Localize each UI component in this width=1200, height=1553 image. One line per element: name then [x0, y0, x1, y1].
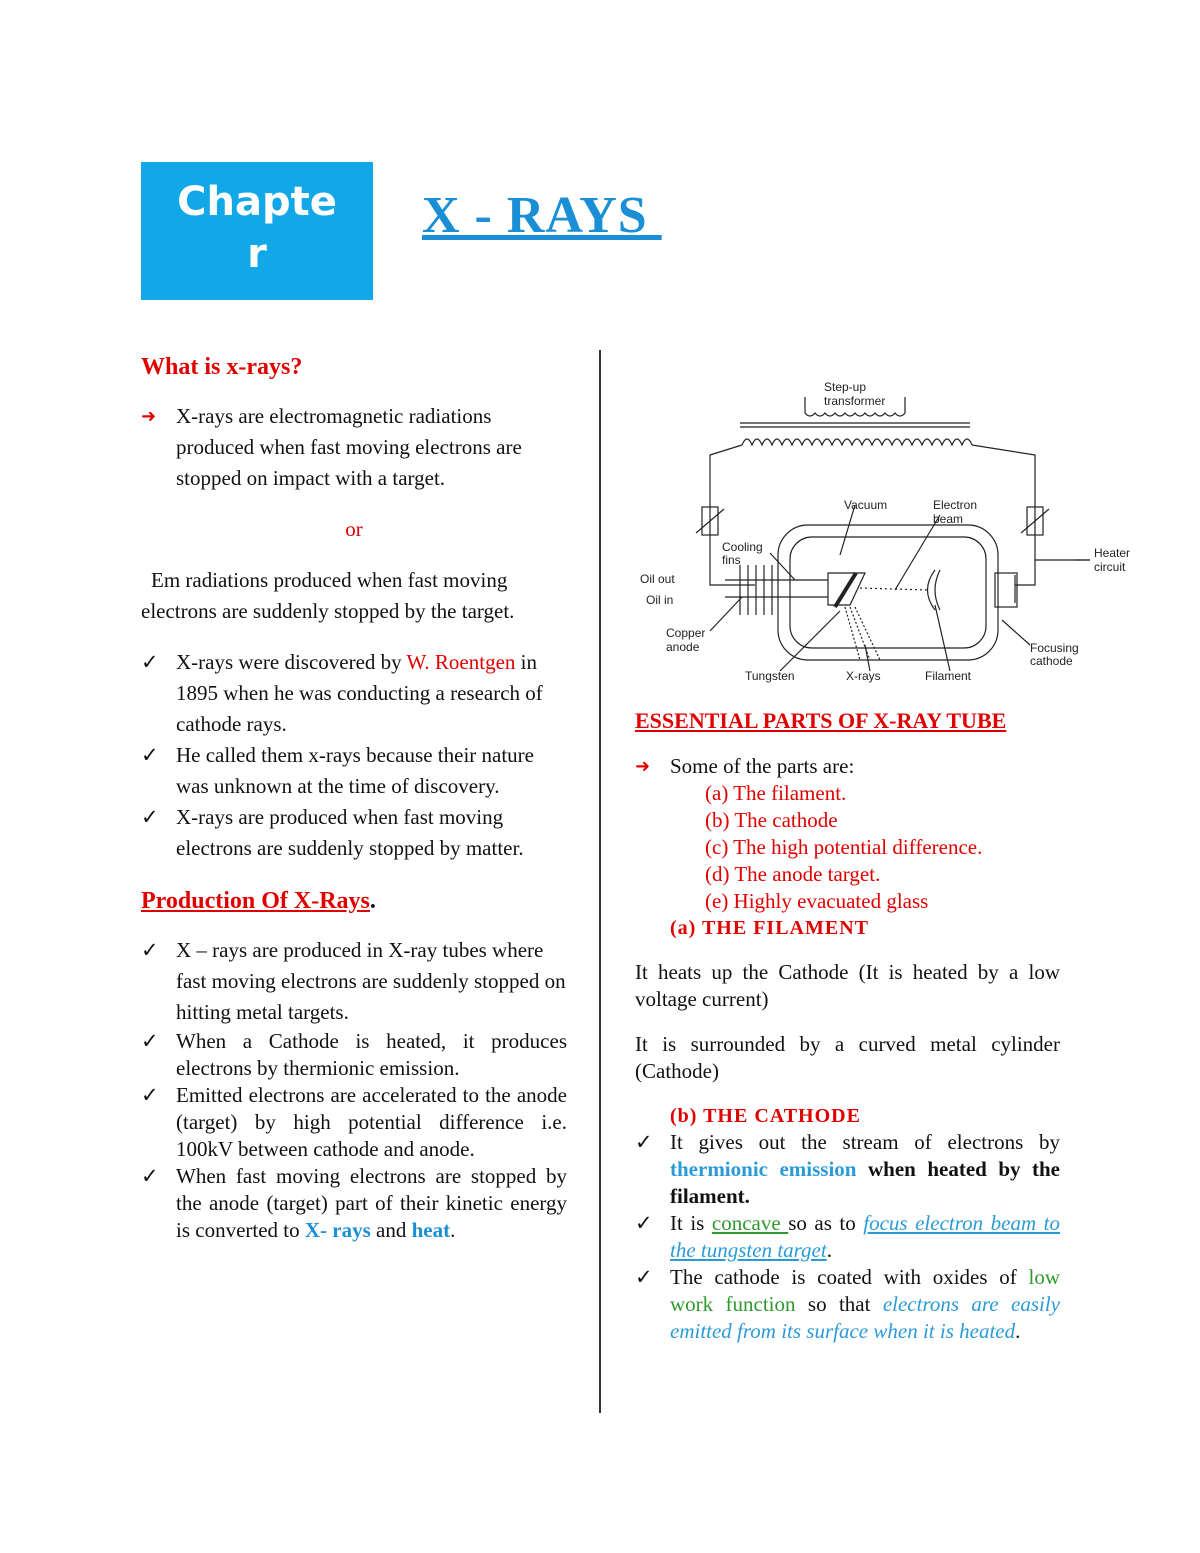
diagram-label: Oil in	[646, 593, 674, 607]
check-icon: ✓	[141, 1164, 159, 1188]
column-divider	[599, 350, 601, 1413]
low-work-function-highlight: low work function	[670, 1265, 1060, 1316]
diagram-label: X-rays	[846, 669, 881, 683]
xray-tube-diagram	[630, 375, 1145, 685]
part-item: (b) The cathode	[705, 808, 838, 832]
chapter-label-line2: r	[247, 231, 267, 277]
check-icon: ✓	[141, 938, 159, 962]
filament-text: It heats up the Cathode (It is heated by a low voltage current)	[635, 960, 1060, 1011]
production-heading-dot: .	[369, 888, 376, 914]
list-item-text: X-rays were discovered by	[176, 650, 407, 674]
parts-list	[635, 780, 1060, 915]
list-item	[635, 1210, 1060, 1264]
chapter-badge	[141, 162, 373, 300]
cathode-heading: (b) THE CATHODE	[670, 1105, 861, 1127]
production-heading-text: Production Of X-Rays	[141, 888, 370, 914]
list-item	[141, 802, 567, 864]
diagram-label: Oil out	[640, 572, 675, 586]
page-title: X - RAYS	[422, 187, 662, 244]
focus-highlight: focus electron beam to the tungsten target	[670, 1211, 1060, 1262]
arrow-icon: ➜	[635, 756, 651, 776]
check-icon: ✓	[141, 743, 159, 767]
list-item-text: It is	[670, 1211, 712, 1235]
list-item-text: in 1895 when he was conducting a research of cathode rays.	[176, 650, 543, 736]
list-item-text: When fast moving electrons are stopped by the anode (target) part of their kinetic energy is converted to	[176, 1164, 567, 1242]
right-column	[635, 705, 1060, 1345]
diagram-label: transformer	[824, 394, 886, 408]
part-item: (a) The filament.	[705, 781, 847, 805]
list-item-text: and	[370, 1218, 412, 1242]
list-item-text: X-rays are produced when fast moving electrons are suddenly stopped by matter.	[176, 805, 524, 860]
list-item-text: .	[826, 1238, 832, 1262]
definition-item	[141, 401, 567, 494]
diagram-label: Vacuum	[844, 498, 888, 512]
chapter-label-line1: Chapte	[177, 179, 337, 225]
diagram-label: Copper	[666, 626, 706, 640]
part-item: (c) The high potential difference.	[705, 835, 983, 859]
list-item-text: so as to	[788, 1211, 864, 1235]
list-item-text: Emitted electrons are accelerated to the anode (target) by high potential difference i.e. 100kV between cathode and anode.	[176, 1083, 567, 1161]
check-icon: ✓	[141, 805, 159, 829]
list-item-text: X – rays are produced in X-ray tubes where fast moving electrons are suddenly stopped on hitting metal targets.	[176, 938, 566, 1024]
list-item-text: .	[450, 1218, 456, 1242]
diagram-label: Electron	[933, 498, 978, 512]
diagram-label: beam	[933, 512, 964, 526]
concave-highlight: concave	[711, 1211, 789, 1235]
list-item-text: It gives out the stream of electrons by	[670, 1130, 1060, 1154]
check-icon: ✓	[141, 1029, 159, 1053]
diagram-label: Heater	[1094, 546, 1131, 560]
list-item-text: When a Cathode is heated, it produces electrons by thermionic emission.	[176, 1029, 567, 1080]
diagram-label: Step-up	[824, 380, 867, 394]
check-icon: ✓	[141, 650, 159, 674]
diagram-label: Tungsten	[745, 669, 795, 683]
part-item: (d) The anode target.	[705, 862, 881, 886]
list-item	[141, 740, 567, 802]
list-item	[141, 1082, 567, 1163]
diagram-label: fins	[722, 553, 741, 567]
thermionic-highlight: thermionic emission	[670, 1157, 857, 1181]
list-item	[141, 935, 567, 1028]
list-item-text: so that	[795, 1292, 883, 1316]
parts-heading: ESSENTIAL PARTS OF X-RAY TUBE	[635, 708, 1007, 733]
list-item	[141, 1028, 567, 1082]
diagram-label: cathode	[1030, 654, 1073, 668]
diagram-label: Cooling	[722, 540, 763, 554]
list-item	[141, 647, 567, 740]
xrays-highlight: X- rays	[304, 1218, 371, 1242]
diagram-label: circuit	[1094, 560, 1126, 574]
diagram-label: anode	[666, 640, 700, 654]
parts-intro	[635, 752, 1060, 780]
list-item	[141, 1163, 567, 1244]
arrow-icon: ➜	[141, 406, 157, 426]
heat-highlight: heat	[411, 1218, 451, 1242]
parts-intro-text: Some of the parts are:	[670, 754, 855, 778]
definition-alt-text: Em radiations produced when fast moving electrons are suddenly stopped by the target.	[141, 568, 515, 623]
list-item-text: .	[1015, 1319, 1021, 1343]
filament-text: It is surrounded by a curved metal cylinder (Cathode)	[635, 1032, 1060, 1083]
emission-highlight: electrons are easily emitted from its surface when it is heated	[670, 1292, 1060, 1343]
discoverer-name: W. Roentgen	[406, 650, 516, 674]
check-icon: ✓	[141, 1083, 159, 1107]
list-item	[635, 1264, 1060, 1345]
list-item-text: The cathode is coated with oxides of	[670, 1265, 1029, 1289]
diagram-label: Focusing	[1030, 641, 1079, 655]
left-column	[141, 352, 567, 1244]
list-item-text: when heated by the filament.	[670, 1157, 1060, 1208]
or-separator: or	[345, 517, 363, 541]
part-item: (e) Highly evacuated glass	[705, 889, 929, 913]
filament-heading: (a) THE FILAMENT	[670, 917, 869, 939]
definition-text: X-rays are electromagnetic radiations produced when fast moving electrons are stopped on impact with a target.	[176, 404, 522, 490]
production-heading	[141, 886, 567, 917]
diagram-label: Filament	[925, 669, 972, 683]
check-icon: ✓	[635, 1265, 653, 1289]
list-item-text: He called them x-rays because their nature was unknown at the time of discovery.	[176, 743, 534, 798]
check-icon: ✓	[635, 1130, 653, 1154]
check-icon: ✓	[635, 1211, 653, 1235]
what-is-heading: What is x-rays?	[141, 354, 303, 380]
list-item	[635, 1129, 1060, 1210]
